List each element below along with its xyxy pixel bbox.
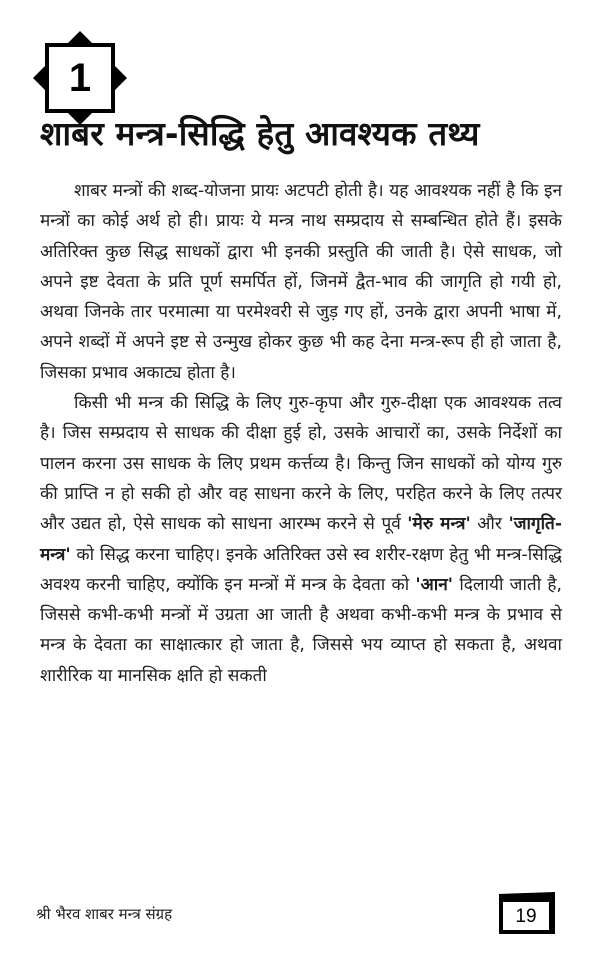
text-run: और — [470, 514, 509, 535]
body-text — [40, 176, 562, 691]
running-footer-book-title: श्री भैरव शाबर मन्त्र संग्रह — [36, 905, 173, 923]
text-run: शाबर मन्त्रों की शब्द-योजना प्रायः अटपटी होती है। यह आवश्यक नहीं है कि इन मन्त्रों का कोई अर्थ हो ही। प्रायः ये मन्त्र नाथ सम्प्रदाय से सम्बन्धित होते हैं। इसके अतिरिक्त कुछ सिद्ध साधकों द्वारा भी इनकी प्रस्तुति की जाती है। ऐसे साधक, जो अपने इष्ट देवता के प्रति पूर्ण समर्पित हों, जिनमें द्वैत-भाव की जागृति हो गयी हो, अथवा जिनके तार परमात्मा या परमेश्वरी से जुड़ गए हों, उनके द्वारा अपनी भाषा में, अपने शब्दों में अपने इष्ट से उन्मुख होकर कुछ भी कह देना मन्त्र-रूप ही हो जाता है, जिसका प्रभाव अकाट्य होता है। — [40, 181, 562, 383]
paragraph — [40, 388, 562, 691]
text-run: किसी भी मन्त्र की सिद्धि के लिए गुरु-कृपा और गुरु-दीक्षा एक आवश्यक तत्व है। जिस सम्प्रदाय से साधक की दीक्षा हुई हो, उसके आचारों का, उसके निर्देशों का पालन करना उस साधक के लिए प्रथम कर्त्तव्य है। किन्तु जिन साधकों को योग्य गुरु की प्राप्ति न हो सकी हो और वह साधना करने के लिए, परहित करने के लिए तत्पर और उद्यत हो, ऐसे साधक को साधना आरम्भ करने से पूर्व — [40, 393, 562, 535]
emphasized-term: 'मेरु मन्त्र' — [407, 514, 471, 535]
page-number-box — [497, 890, 557, 936]
paragraph — [40, 176, 562, 388]
text-run: को सिद्ध करना चाहिए। इनके अतिरिक्त उसे स्व शरीर-रक्षण हेतु भी मन्त्र-सिद्धि अवश्य करनी चाहिए, क्योंकि इन मन्त्रों में मन्त्र के देवता को — [40, 544, 562, 595]
page-number: 19 — [515, 906, 537, 927]
chapter-number: 1 — [68, 56, 92, 100]
text-run: दिलायी जाती है, जिससे कभी-कभी मन्त्रों में उग्रता आ जाती है अथवा कभी-कभी मन्त्र के प्रभाव से मन्त्र के देवता का साक्षात्कार हो जाता है, जिससे भय व्याप्त हो सकता है, अथवा शारीरिक या मानसिक क्षति हो सकती — [40, 574, 562, 686]
emphasized-term: 'आन' — [415, 574, 454, 595]
chapter-title: शाबर मन्त्र-सिद्धि हेतु आवश्यक तथ्य — [40, 114, 480, 153]
emphasized-term: 'जागृति-मन्त्र' — [40, 514, 562, 565]
